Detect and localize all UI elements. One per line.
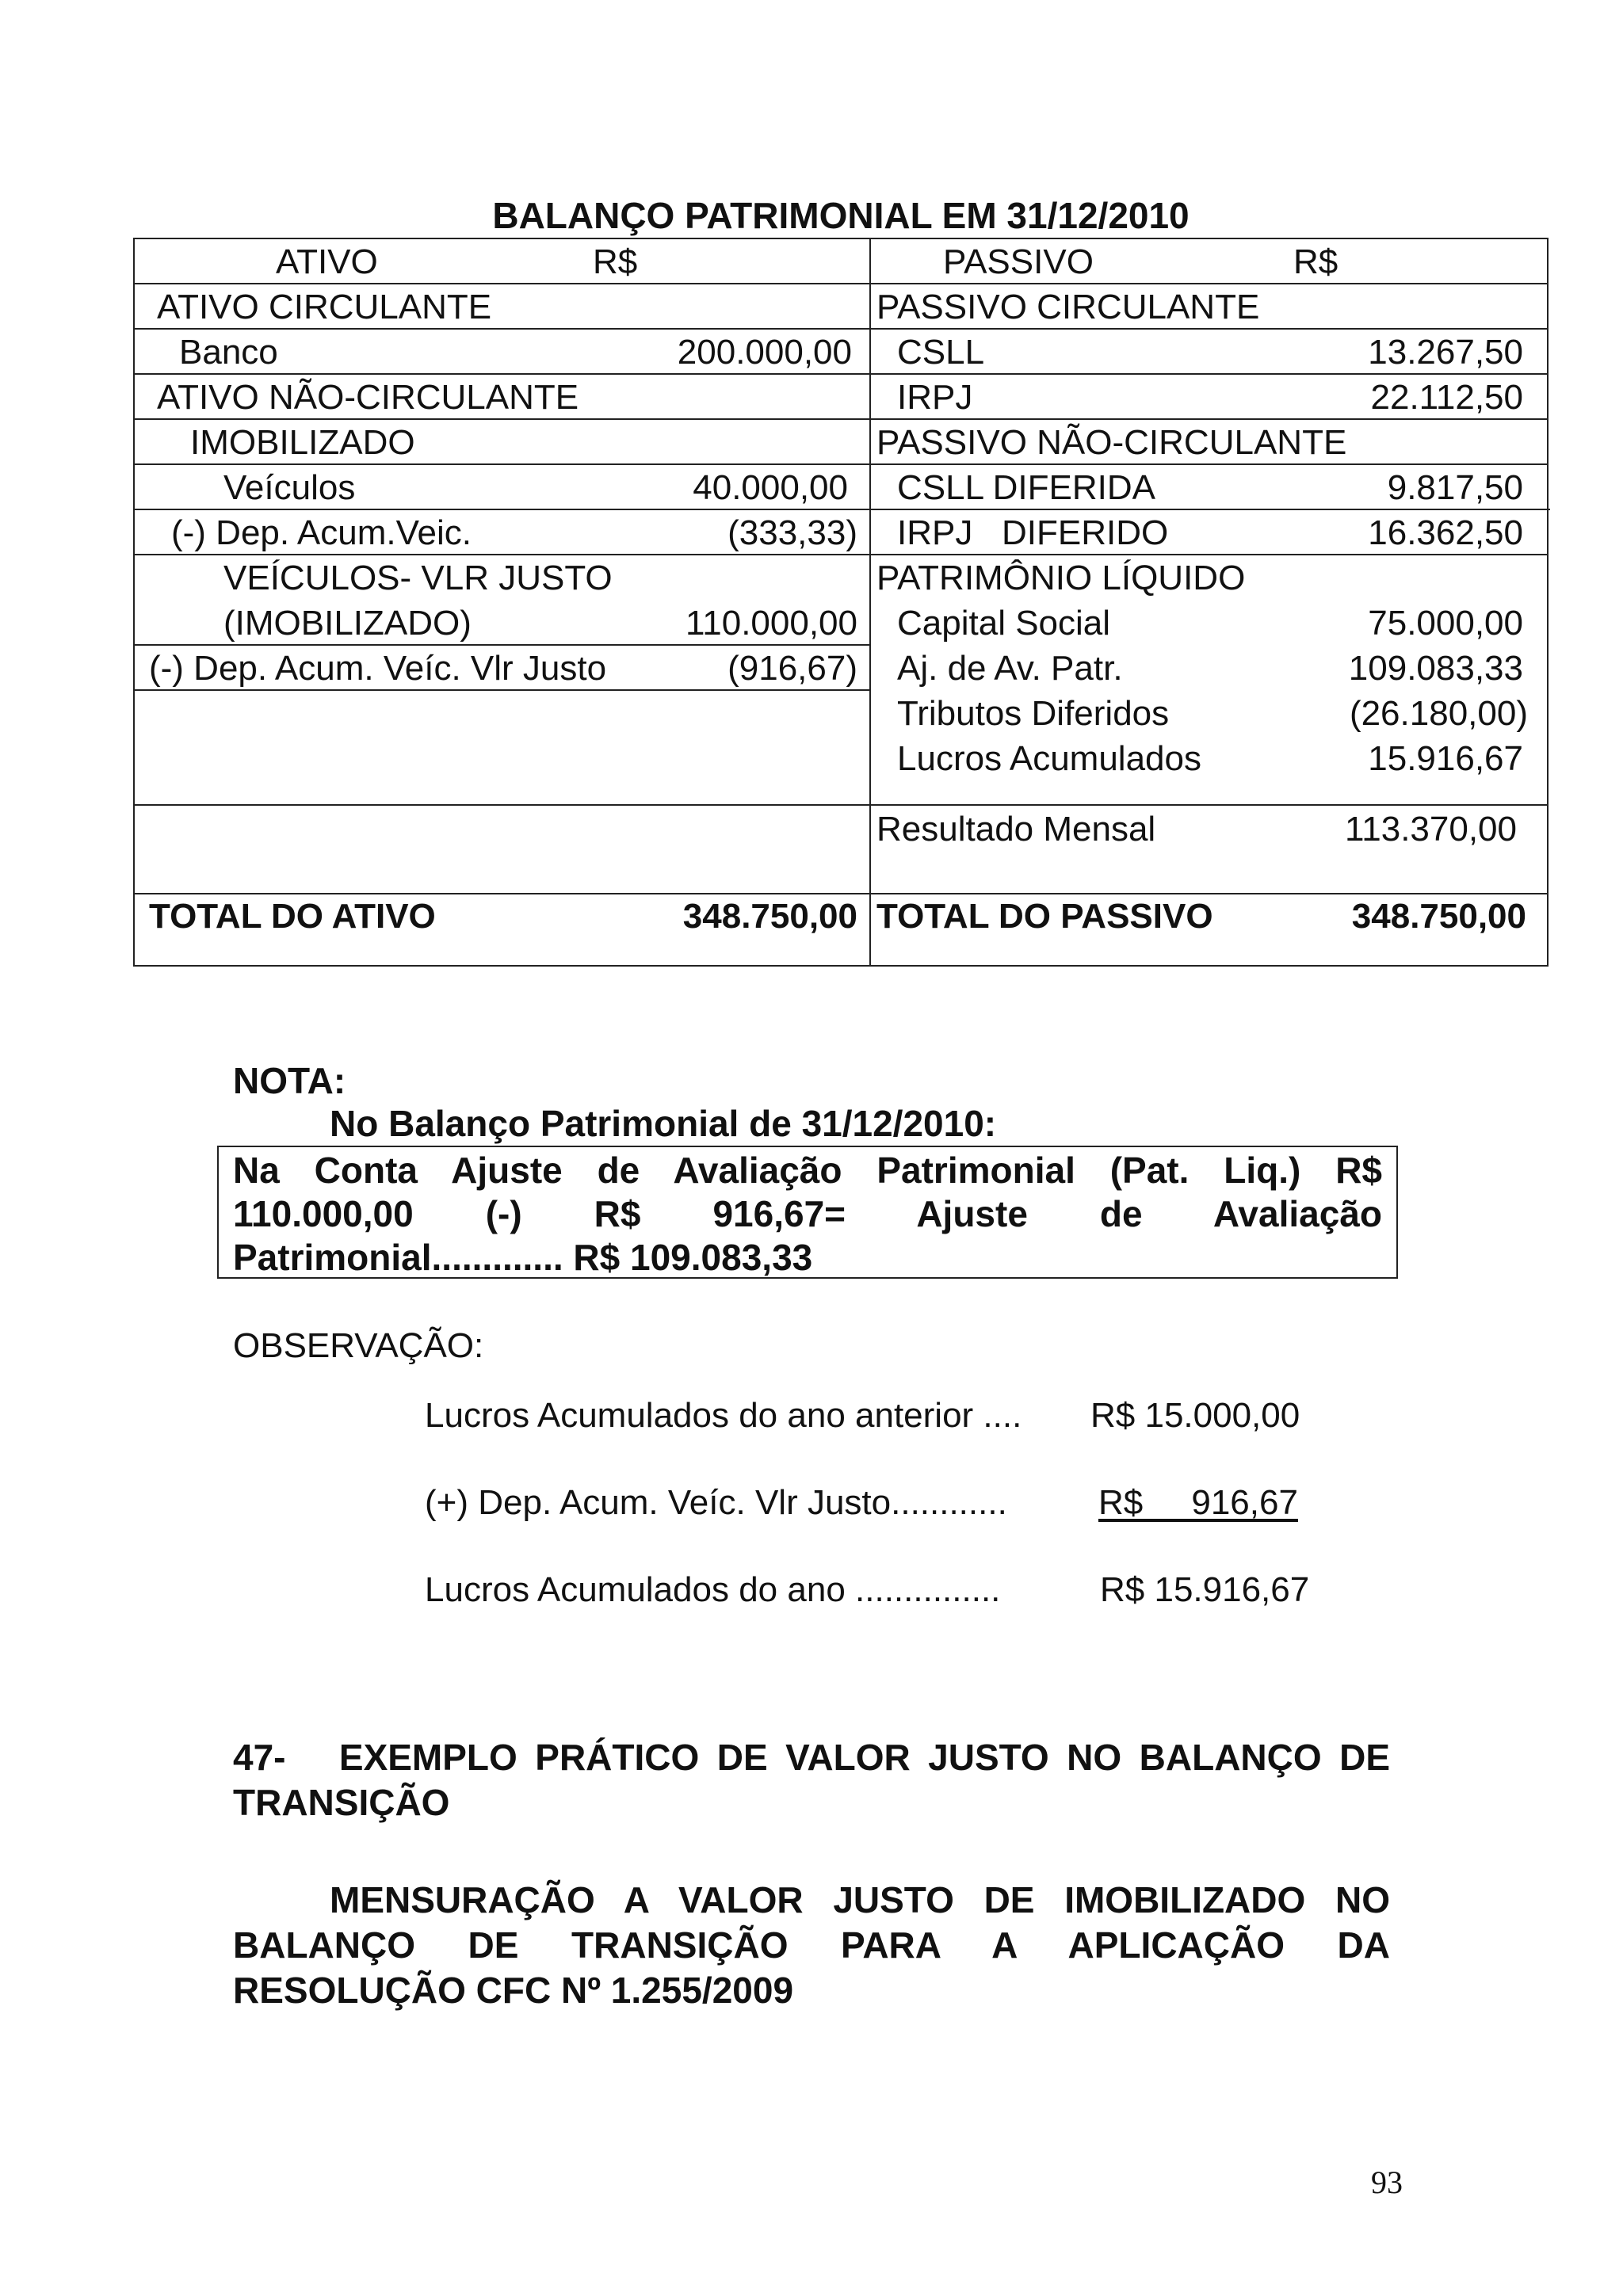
- resultado-mensal-label: Resultado Mensal: [876, 810, 1156, 849]
- observacao-label: OBSERVAÇÃO:: [233, 1326, 484, 1365]
- total-passivo-value: 348.750,00: [1351, 897, 1526, 936]
- imobilizado-label: IMOBILIZADO: [190, 423, 415, 462]
- tributos-diferidos-value: (26.180,00): [1349, 694, 1528, 733]
- capital-social-label: Capital Social: [897, 604, 1111, 643]
- ativo-nao-circulante-label: ATIVO NÃO-CIRCULANTE: [157, 378, 579, 417]
- imobilizado-paren-value: 110.000,00: [685, 604, 857, 643]
- section-heading: [233, 1735, 1390, 1825]
- obs-line-value: R$ 15.000,00: [1090, 1396, 1300, 1435]
- row-rule: [135, 893, 1547, 894]
- veiculos-value: 40.000,00: [693, 468, 848, 507]
- ativo-circulante-label: ATIVO CIRCULANTE: [157, 288, 492, 326]
- obs-line-text: (+) Dep. Acum. Veíc. Vlr Justo............: [425, 1483, 1007, 1522]
- passivo-circulante-label: PASSIVO CIRCULANTE: [876, 288, 1260, 326]
- nota-line: Na Conta Ajuste de Avaliação Patrimonial (Pat. Liq.) R$: [233, 1150, 1382, 1191]
- passivo-header: PASSIVO: [943, 242, 1094, 281]
- imobilizado-paren-label: (IMOBILIZADO): [223, 604, 472, 643]
- section-heading-line: 47- EXEMPLO PRÁTICO DE VALOR JUSTO NO BALANÇO DE: [233, 1737, 1390, 1778]
- nota-label: NOTA:: [233, 1060, 346, 1101]
- mensuracao-paragraph: [233, 1878, 1390, 2013]
- tributos-diferidos-label: Tributos Diferidos: [897, 694, 1170, 733]
- lucros-acumulados-label: Lucros Acumulados: [897, 739, 1201, 778]
- patrimonio-liquido-label: PATRIMÔNIO LÍQUIDO: [876, 559, 1246, 597]
- nota-line: 110.000,00 (-) R$ 916,67= Ajuste de Avaliação: [233, 1193, 1382, 1234]
- total-ativo-label: TOTAL DO ATIVO: [149, 897, 436, 936]
- balance-table: [133, 238, 1549, 967]
- csll-diferida-label: CSLL DIFERIDA: [897, 468, 1156, 507]
- column-divider: [869, 239, 871, 965]
- irpj-label: IRPJ: [897, 378, 973, 417]
- veiculos-label: Veículos: [223, 468, 356, 507]
- nota-line: Patrimonial............. R$ 109.083,33: [233, 1237, 813, 1278]
- total-passivo-label: TOTAL DO PASSIVO: [876, 897, 1213, 936]
- dep-acum-vlr-justo-value: (916,67): [727, 649, 857, 688]
- section-heading-line: TRANSIÇÃO: [233, 1782, 450, 1823]
- csll-value: 13.267,50: [1368, 333, 1523, 372]
- banco-label: Banco: [179, 333, 278, 372]
- banco-value: 200.000,00: [677, 333, 852, 372]
- dep-acum-veic-value: (333,33): [727, 513, 857, 552]
- ativo-currency: R$: [593, 242, 638, 281]
- mensuracao-line: RESOLUÇÃO CFC Nº 1.255/2009: [233, 1970, 794, 2011]
- dep-acum-veic-label: (-) Dep. Acum.Veic.: [171, 513, 472, 552]
- aj-av-patr-label: Aj. de Av. Patr.: [897, 649, 1123, 688]
- capital-social-value: 75.000,00: [1368, 604, 1523, 643]
- resultado-mensal-value: 113.370,00: [1345, 810, 1517, 849]
- irpj-value: 22.112,50: [1370, 378, 1523, 417]
- irpj-diferido-value: 16.362,50: [1368, 513, 1523, 552]
- obs-line-value: R$ 15.916,67: [1100, 1570, 1310, 1609]
- csll-label: CSLL: [897, 333, 985, 372]
- dep-acum-vlr-justo-label: (-) Dep. Acum. Veíc. Vlr Justo: [149, 649, 607, 688]
- passivo-nao-circulante-label: PASSIVO NÃO-CIRCULANTE: [876, 423, 1347, 462]
- lucros-acumulados-value: 15.916,67: [1368, 739, 1523, 778]
- irpj-diferido-label: IRPJ DIFERIDO: [897, 513, 1169, 552]
- row-rule: [135, 804, 1547, 806]
- obs-line-value: R$ 916,67: [1098, 1483, 1298, 1522]
- passivo-currency: R$: [1293, 242, 1338, 281]
- page-number: 93: [1371, 2164, 1403, 2200]
- nota-subtitle: No Balanço Patrimonial de 31/12/2010:: [330, 1103, 997, 1144]
- obs-line-text: Lucros Acumulados do ano anterior ....: [425, 1396, 1022, 1435]
- csll-diferida-value: 9.817,50: [1387, 468, 1523, 507]
- ativo-header: ATIVO: [276, 242, 378, 281]
- mensuracao-line: BALANÇO DE TRANSIÇÃO PARA A APLICAÇÃO DA: [233, 1924, 1390, 1966]
- veiculos-vlr-justo-label: VEÍCULOS- VLR JUSTO: [223, 559, 613, 597]
- balance-title: BALANÇO PATRIMONIAL EM 31/12/2010: [492, 195, 1190, 236]
- nota-box: [217, 1146, 1398, 1279]
- obs-line-text: Lucros Acumulados do ano ...............: [425, 1570, 1001, 1609]
- total-ativo-value: 348.750,00: [682, 897, 857, 936]
- aj-av-patr-value: 109.083,33: [1348, 649, 1523, 688]
- mensuracao-line: MENSURAÇÃO A VALOR JUSTO DE IMOBILIZADO NO: [330, 1879, 1390, 1920]
